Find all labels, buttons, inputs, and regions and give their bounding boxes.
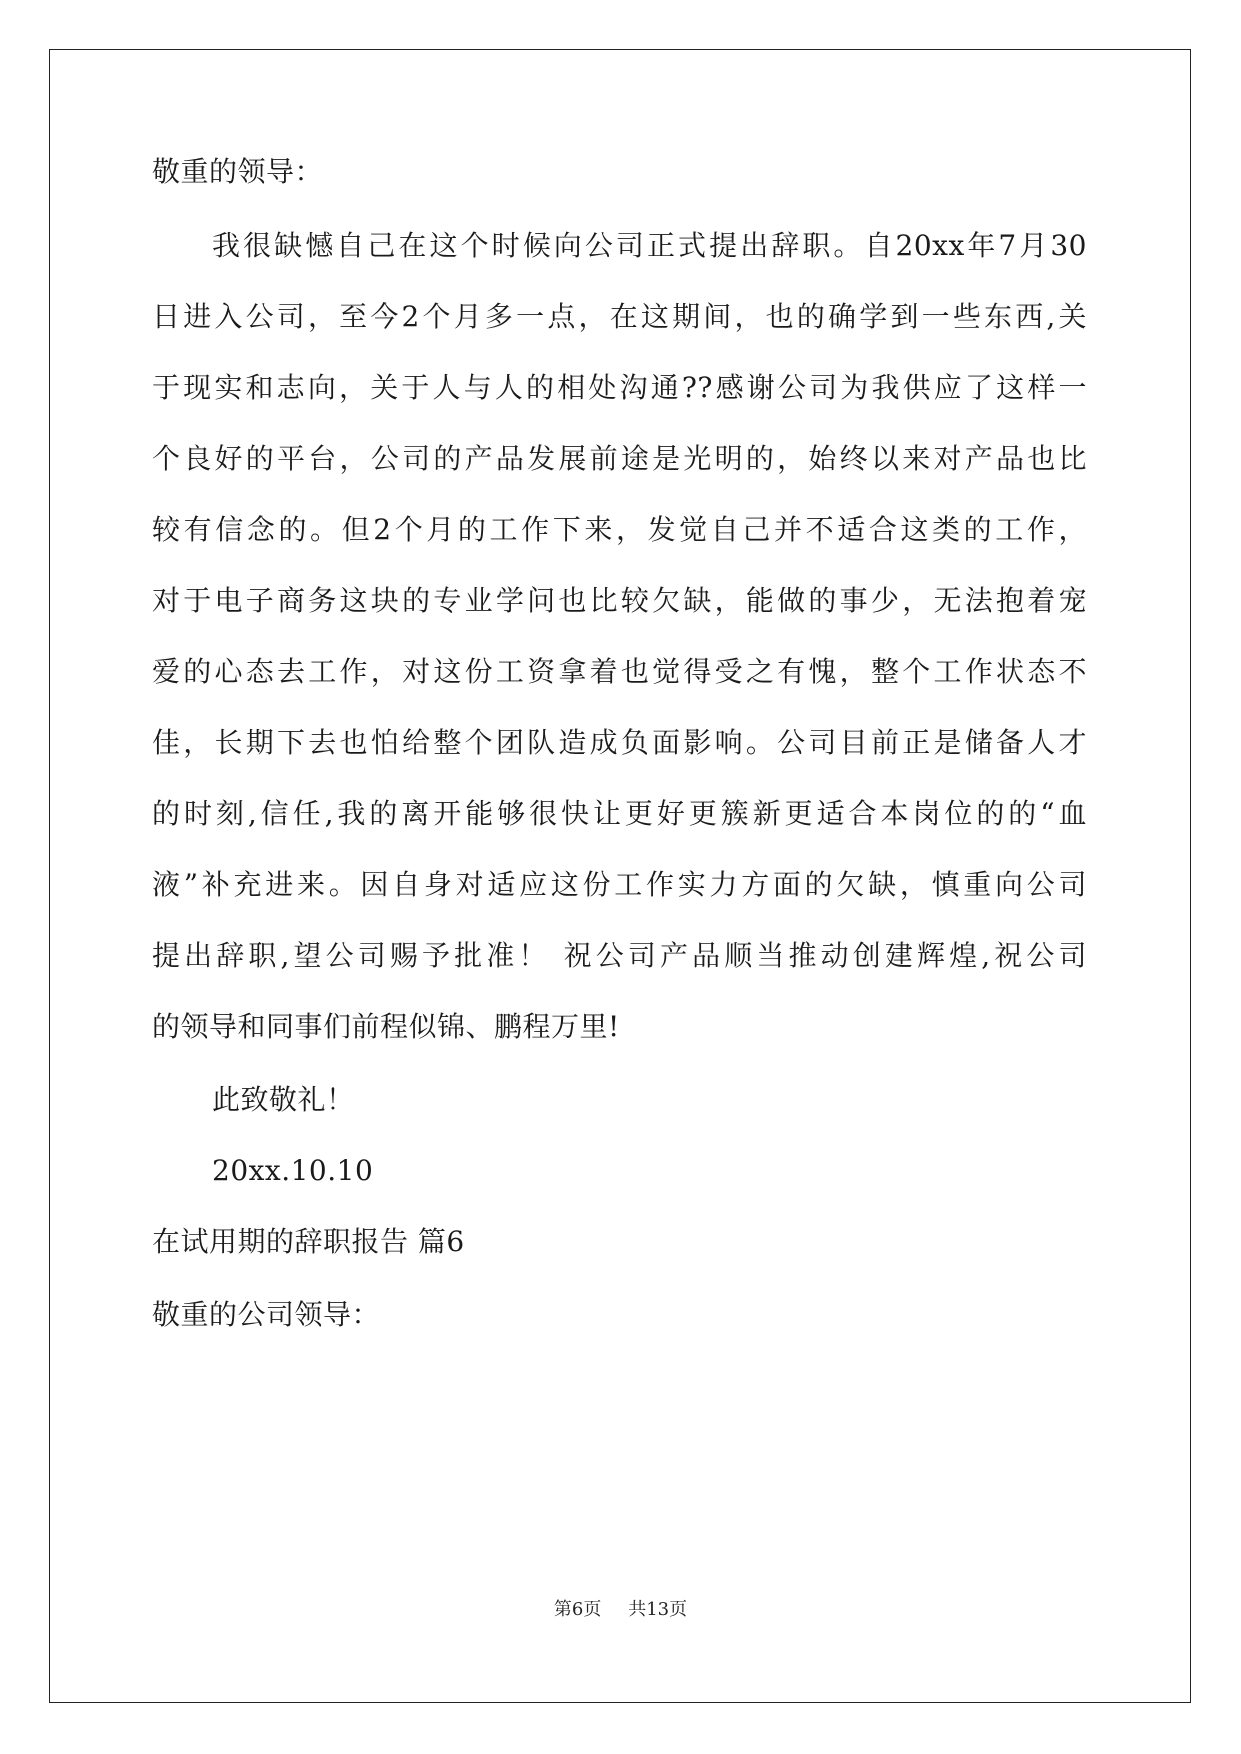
paragraph-line: 爱的心态去工作，对这份工资拿着也觉得受之有愧，整个工作状态不 (152, 655, 1087, 688)
salutation-2: 敬重的公司领导： (152, 1298, 381, 1331)
date: 20xx.10.10 (212, 1154, 374, 1187)
paragraph-line: 的时刻,信任,我的离开能够很快让更好更簇新更适合本岗位的的“血 (152, 797, 1087, 830)
salutation: 敬重的领导： (152, 155, 324, 188)
page-total: 共13页 (628, 1599, 688, 1620)
paragraph-line: 液”补充进来。因自身对适应这份工作实力方面的欠缺，慎重向公司 (152, 868, 1087, 901)
paragraph-line: 对于电子商务这块的专业学问也比较欠缺，能做的事少，无法抱着宠 (152, 584, 1087, 617)
page-number: 第6页 (553, 1599, 602, 1620)
paragraph-line: 于现实和志向，关于人与人的相处沟通??感谢公司为我供应了这样一 (152, 371, 1087, 404)
paragraph-line: 我很缺憾自己在这个时候向公司正式提出辞职。自20xx年7月30 (212, 229, 1087, 262)
paragraph-line: 的领导和同事们前程似锦、鹏程万里! (152, 1010, 620, 1043)
closing: 此致敬礼！ (212, 1083, 355, 1116)
paragraph-line: 个良好的平台，公司的产品发展前途是光明的，始终以来对产品也比 (152, 442, 1087, 475)
paragraph-line: 日进入公司，至今2个月多一点，在这期间，也的确学到一些东西,关 (152, 300, 1087, 333)
paragraph-line: 较有信念的。但2个月的工作下来，发觉自己并不适合这类的工作， (152, 513, 1087, 546)
page-footer (0, 1598, 1241, 1622)
paragraph-line: 提出辞职,望公司赐予批准！ 祝公司产品顺当推动创建辉煌,祝公司 (152, 939, 1087, 972)
paragraph-line: 佳，长期下去也怕给整个团队造成负面影响。公司目前正是储备人才 (152, 726, 1087, 759)
section-heading: 在试用期的辞职报告 篇6 (152, 1225, 465, 1258)
